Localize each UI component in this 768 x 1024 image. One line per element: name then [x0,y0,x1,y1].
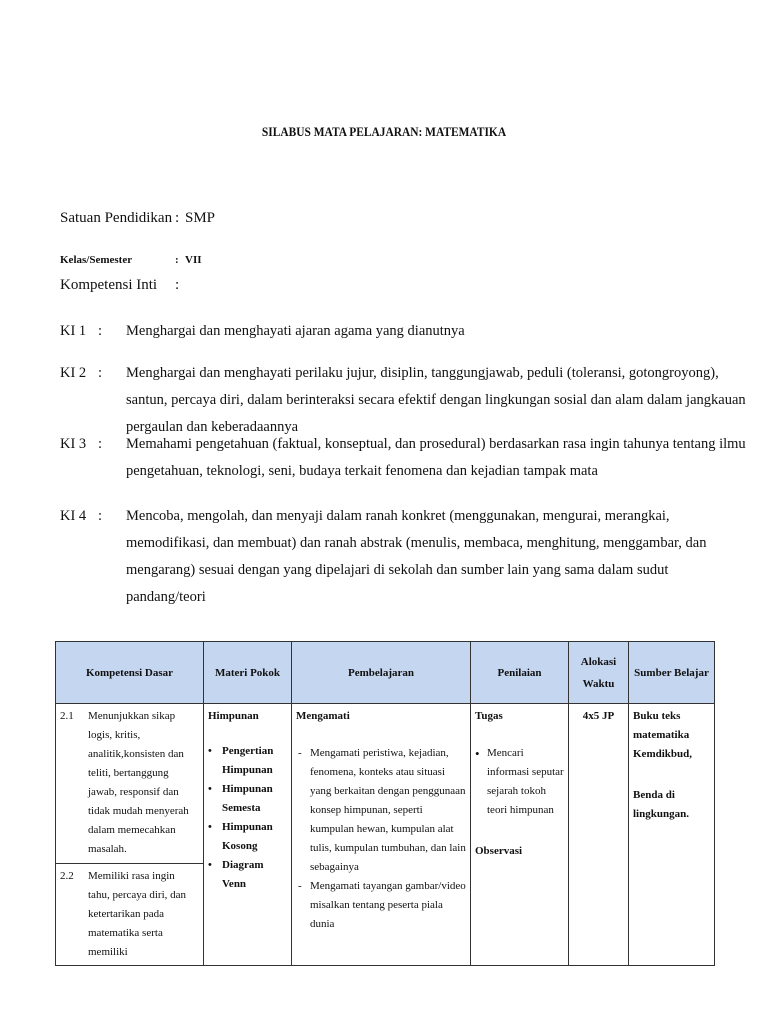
kelas-semester-row [60,254,202,266]
document-title: SILABUS MATA PELAJARAN: MATEMATIKA [261,124,507,139]
ki-code: KI 3 [60,436,87,452]
sumber-belajar-cell [629,704,715,966]
materi-list [208,742,287,894]
ki-code: KI 4 [60,508,87,524]
ki-code: KI 1 [60,323,87,339]
satuan-pendidikan-value: SMP [185,210,216,226]
ki-item [60,503,750,611]
table-row [56,704,715,966]
list-item: • Diagram Venn [208,856,287,894]
colon: : [98,436,103,452]
kd-divider [56,863,203,962]
kompetensi-inti-row [60,277,185,294]
satuan-pendidikan-row [60,210,215,227]
header-penilaian: Penilaian [471,642,569,704]
list-item: - Mengamati tayangan gambar/video misalkan tentang peserta piala dunia [296,877,466,934]
materi-pokok-cell [204,704,292,966]
kd-item [60,707,199,859]
colon: : [98,365,103,381]
list-item: • Pengertian Himpunan [208,742,287,780]
penilaian-cell [471,704,569,966]
ki-code: KI 2 [60,365,87,381]
colon: : [175,254,179,266]
list-item: • Himpunan Semesta [208,780,287,818]
ki-text: Menghargai dan menghayati perilaku jujur, disiplin, tanggungjawab, peduli (toleransi, gotongroyong), santun, percaya diri, dalam berinteraksi secara efektif dengan lingkungan sosial dan alam dalam jangkauan pergaulan dan keberadaannya [126,365,746,435]
header-alokasi-waktu: Alokasi Waktu [569,642,629,704]
ki-text: Mencoba, mengolah, dan menyaji dalam ranah konkret (menggunakan, mengurai, merangkai, memodifikasi, dan membuat) dan ranah abstrak (menulis, membaca, menghitung, menggambar, dan mengarang) sesuai dengan yang dipelajari di sekolah dan sumber lain yang sama dalam sudut pandang/teori [126,508,707,605]
colon: : [175,210,180,226]
kd-item [60,867,199,962]
header-pembelajaran: Pembelajaran [292,642,471,704]
ki-item [60,360,750,441]
penilaian-heading: Tugas [475,710,503,722]
ki-text: Menghargai dan menghayati ajaran agama yang dianutnya [126,323,465,339]
kelas-semester-label: Kelas/Semester [60,254,133,266]
list-item: • Mencari informasi seputar sejarah tokoh teori himpunan [475,744,564,820]
sumber-text-1: Buku teks matematika Kemdikbud, [633,710,692,760]
penilaian-heading-2: Observasi [475,845,523,857]
table-header-row [56,642,715,704]
kd-text: Memiliki rasa ingin tahu, percaya diri, dan ketertarikan pada matematika serta memiliki [88,870,187,958]
header-materi-pokok: Materi Pokok [204,642,292,704]
kd-text: Menunjukkan sikap logis, kritis, analitik,konsisten dan teliti, bertanggung jawab, responsif dan tidak mudah menyerah dalam memecahkan masalah. [88,710,189,855]
list-item: - Mengamati peristiwa, kejadian, fenomena, konteks atau situasi yang berkaitan dengan penggunaan konsep himpunan, seperti kumpulan hewan, kumpulan alat tulis, kumpulan tumbuhan, dan lain sebagainya [296,744,466,877]
alokasi-waktu-cell: 4x5 JP [569,704,629,966]
list-item: • Himpunan Kosong [208,818,287,856]
pembelajaran-cell [292,704,471,966]
kd-number: 2.2 [60,870,74,882]
header-kompetensi-dasar: Kompetensi Dasar [56,642,204,704]
kd-number: 2.1 [60,710,74,722]
sumber-text-2: Benda di lingkungan. [633,789,689,820]
colon: : [98,323,103,339]
syllabus-table [55,641,715,966]
satuan-pendidikan-label: Satuan Pendidikan [60,210,173,226]
colon: : [175,277,180,293]
ki-item [60,318,750,345]
ki-item [60,431,750,485]
ki-text: Memahami pengetahuan (faktual, konseptual, dan prosedural) berdasarkan rasa ingin tahunya tentang ilmu pengetahuan, teknologi, seni, budaya terkait fenomena dan kejadian tampak mata [126,436,746,479]
kompetensi-dasar-cell [56,704,204,966]
pembelajaran-list [296,744,466,934]
kompetensi-inti-label: Kompetensi Inti [60,277,158,293]
colon: : [98,508,103,524]
materi-heading: Himpunan [208,710,259,722]
penilaian-list [475,744,564,820]
kelas-semester-value: VII [185,254,202,266]
header-sumber-belajar: Sumber Belajar [629,642,715,704]
pembelajaran-heading: Mengamati [296,710,350,722]
